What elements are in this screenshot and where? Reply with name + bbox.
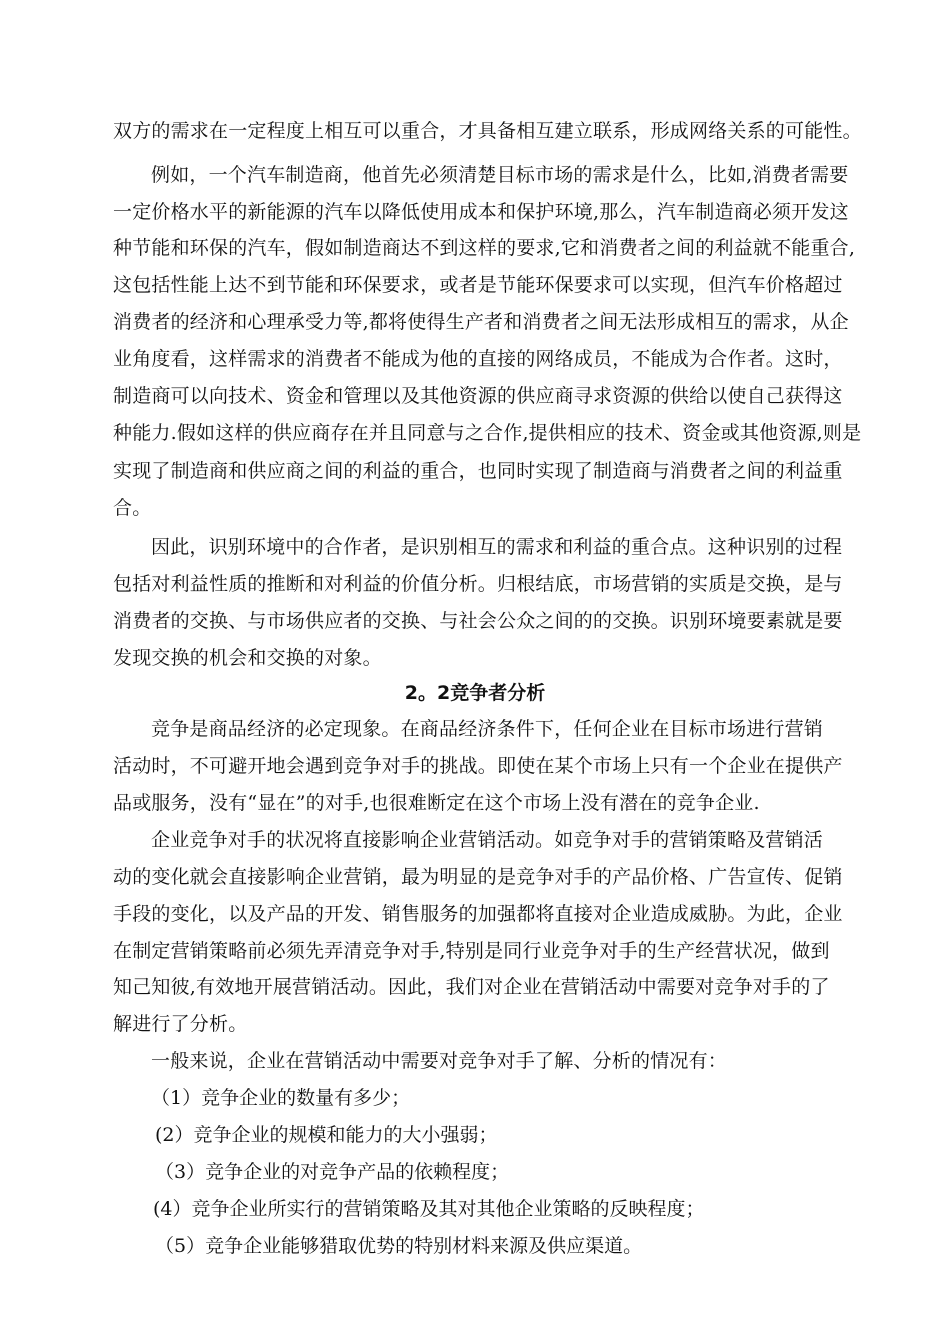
list-item: （3）竞争企业的对竞争产品的依赖程度；	[155, 1161, 510, 1183]
body-text-line: 竞争是商品经济的必定现象。在商品经济条件下，任何企业在目标市场进行营销	[151, 718, 824, 740]
body-text-line: 例如，一个汽车制造商，他首先必须清楚目标市场的需求是什么，比如,消费者需要	[151, 164, 849, 186]
body-text-line: 种节能和环保的汽车，假如制造商达不到这样的要求,它和消费者之间的利益就不能重合,	[113, 237, 856, 259]
section-heading: 2。2竞争者分析	[404, 682, 546, 704]
body-text-line: 一般来说，企业在营销活动中需要对竞争对手了解、分析的情况有：	[151, 1050, 728, 1072]
body-text-line: 实现了制造商和供应商之间的利益的重合，也同时实现了制造商与消费者之间的利益重	[113, 460, 843, 482]
body-text-line: 消费者的交换、与市场供应者的交换、与社会公众之间的的交换。识别环境要素就是要	[113, 610, 843, 632]
list-item: (2）竞争企业的规模和能力的大小强弱；	[155, 1124, 498, 1146]
body-text-line: 一定价格水平的新能源的汽车以降低使用成本和保护环境,那么，汽车制造商必须开发这	[113, 201, 849, 223]
body-text-line: 种能力.假如这样的供应商存在并且同意与之合作,提供相应的技术、资金或其他资源,则是	[113, 422, 862, 444]
list-item: （1）竞争企业的数量有多少；	[151, 1087, 411, 1109]
body-text-line: 消费者的经济和心理承受力等,都将使得生产者和消费者之间无法形成相互的需求，从企	[113, 311, 849, 333]
body-text-line: 手段的变化，以及产品的开发、销售服务的加强都将直接对企业造成威胁。为此，企业	[113, 903, 843, 925]
body-text-line: 动的变化就会直接影响企业营销，最为明显的是竞争对手的产品价格、广告宣传、促销	[113, 866, 843, 888]
body-text-line: 活动时，不可避开地会遇到竞争对手的挑战。即使在某个市场上只有一个企业在提供产	[113, 755, 843, 777]
body-text-line: 发现交换的机会和交换的对象。	[113, 647, 382, 669]
body-text-line: 合。	[113, 497, 152, 519]
body-text-line: 包括对利益性质的推断和对利益的价值分析。归根结底，市场营销的实质是交换，是与	[113, 573, 843, 595]
body-text-line: 双方的需求在一定程度上相互可以重合，才具备相互建立联系，形成网络关系的可能性。	[113, 120, 862, 142]
body-text-line: 企业竞争对手的状况将直接影响企业营销活动。如竞争对手的营销策略及营销活	[151, 829, 824, 851]
body-text-line: 品或服务，没有“显在”的对手,也很难断定在这个市场上没有潜在的竞争企业.	[113, 792, 760, 814]
body-text-line: 解进行了分析。	[113, 1013, 248, 1035]
list-item: （5）竞争企业能够猎取优势的特别材料来源及供应渠道。	[155, 1235, 643, 1257]
body-text-line: 这包括性能上达不到节能和环保要求，或者是节能环保要求可以实现，但汽车价格超过	[113, 274, 843, 296]
list-item: (4）竞争企业所实行的营销策略及其对其他企业策略的反映程度；	[153, 1198, 705, 1220]
body-text-line: 因此，识别环境中的合作者，是识别相互的需求和利益的重合点。这种识别的过程	[151, 536, 843, 558]
body-text-line: 在制定营销策略前必须先弄清竞争对手,特别是同行业竞争对手的生产经营状况，做到	[113, 940, 830, 962]
body-text-line: 知己知彼,有效地开展营销活动。因此，我们对企业在营销活动中需要对竞争对手的了	[113, 976, 830, 998]
body-text-line: 制造商可以向技术、资金和管理以及其他资源的供应商寻求资源的供给以使自己获得这	[113, 385, 843, 407]
body-text-line: 业角度看，这样需求的消费者不能成为他的直接的网络成员，不能成为合作者。这时，	[113, 348, 843, 370]
